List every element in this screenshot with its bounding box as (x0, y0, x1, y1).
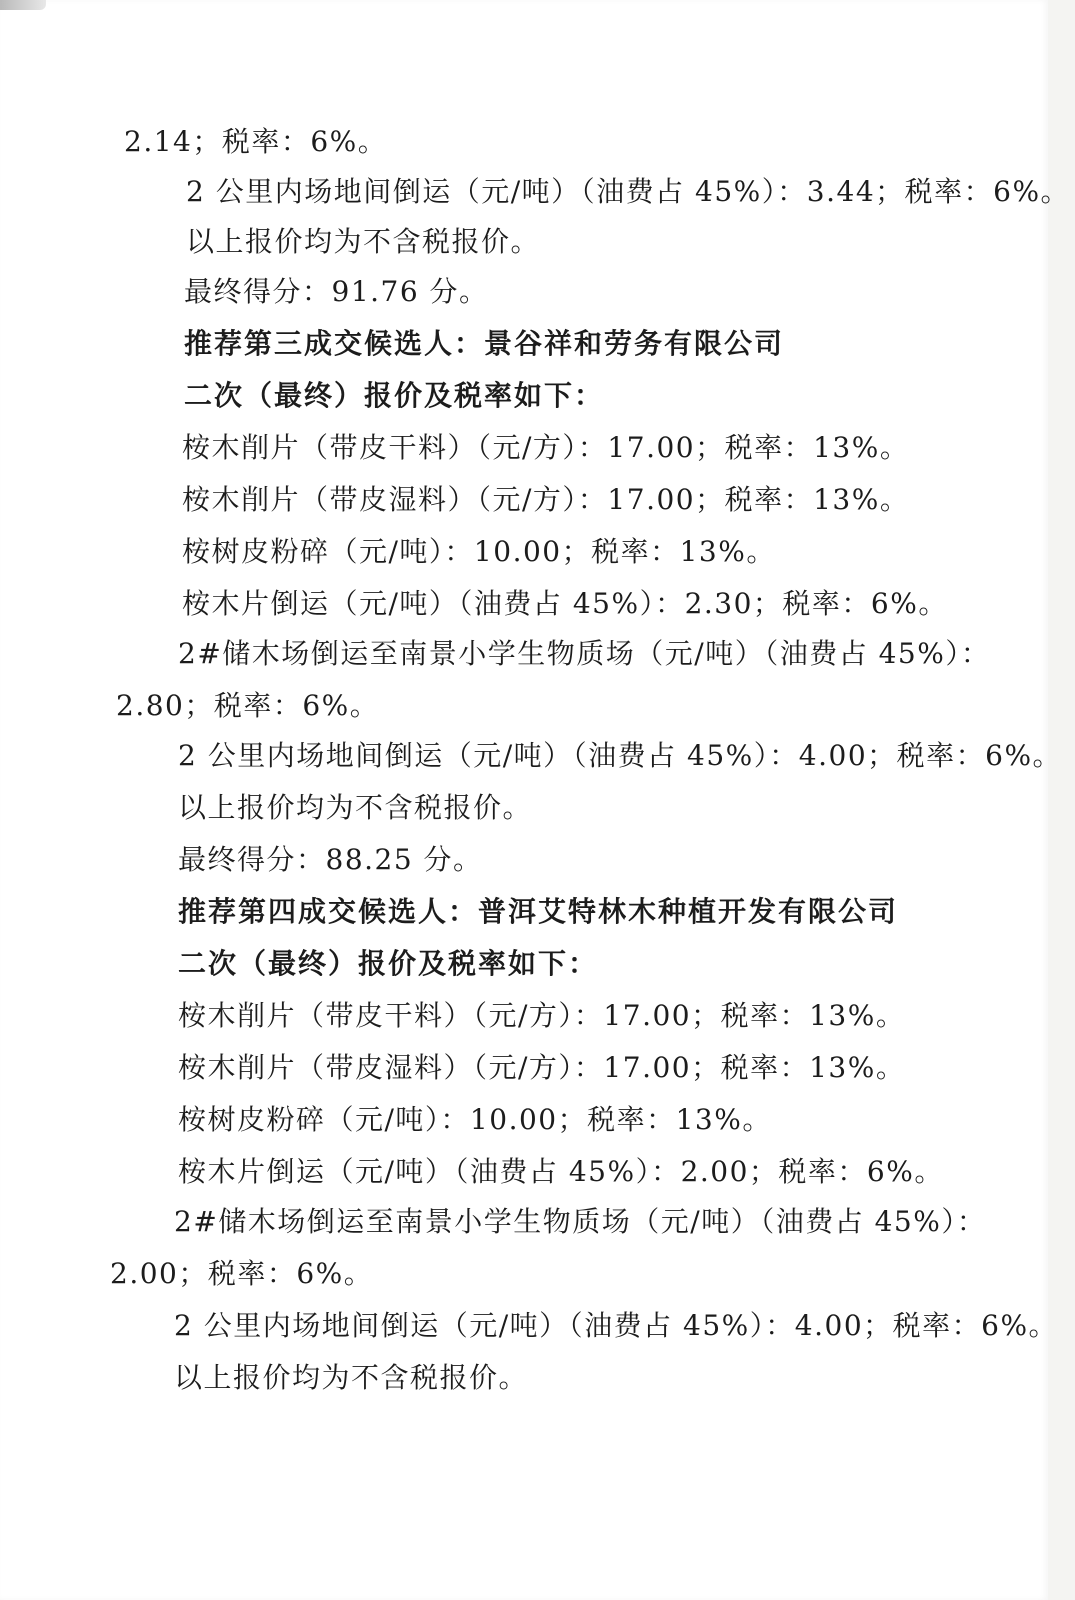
text-line: 桉木片倒运（元/吨）（油费占 45%）：2.30；税率：6%。 (182, 587, 948, 620)
text-line: 以上报价均为不含税报价。 (186, 225, 541, 258)
text-line: 桉木片倒运（元/吨）（油费占 45%）：2.00；税率：6%。 (178, 1155, 944, 1188)
text-line: 2 公里内场地间倒运（元/吨）（油费占 45%）：4.00；税率：6%。 (174, 1309, 1059, 1342)
quote-subheading: 二次（最终）报价及税率如下： (178, 947, 599, 980)
text-line: 2 公里内场地间倒运（元/吨）（油费占 45%）：3.44；税率：6%。 (186, 175, 1071, 208)
text-line: 以上报价均为不含税报价。 (174, 1361, 529, 1394)
text-line: 桉树皮粉碎（元/吨）：10.00；税率：13%。 (182, 535, 776, 568)
candidate-heading: 推荐第三成交候选人：景谷祥和劳务有限公司 (184, 327, 785, 360)
final-score-line: 最终得分：88.25 分。 (178, 843, 483, 876)
text-line: 2 公里内场地间倒运（元/吨）（油费占 45%）：4.00；税率：6%。 (178, 739, 1063, 772)
text-line: 桉木削片（带皮干料）（元/方）：17.00；税率：13%。 (182, 431, 910, 464)
text-line: 桉木削片（带皮湿料）（元/方）：17.00；税率：13%。 (178, 1051, 906, 1084)
text-line: 2#储木场倒运至南景小学生物质场（元/吨）（油费占 45%）： (178, 637, 991, 670)
text-line: 桉树皮粉碎（元/吨）：10.00；税率：13%。 (178, 1103, 772, 1136)
quote-subheading: 二次（最终）报价及税率如下： (184, 379, 605, 412)
text-line: 以上报价均为不含税报价。 (178, 791, 533, 824)
candidate-heading: 推荐第四成交候选人：普洱艾特林木种植开发有限公司 (178, 895, 899, 928)
text-line: 桉木削片（带皮干料）（元/方）：17.00；税率：13%。 (178, 999, 906, 1032)
final-score-line: 最终得分：91.76 分。 (184, 275, 489, 308)
scan-corner-mark (0, 0, 46, 10)
text-line: 2.00；税率：6%。 (110, 1257, 374, 1290)
text-line: 桉木削片（带皮湿料）（元/方）：17.00；税率：13%。 (182, 483, 910, 516)
text-line: 2.80；税率：6%。 (116, 689, 380, 722)
text-line: 2#储木场倒运至南景小学生物质场（元/吨）（油费占 45%）： (174, 1205, 987, 1238)
text-line: 2.14；税率：6%。 (124, 125, 388, 158)
